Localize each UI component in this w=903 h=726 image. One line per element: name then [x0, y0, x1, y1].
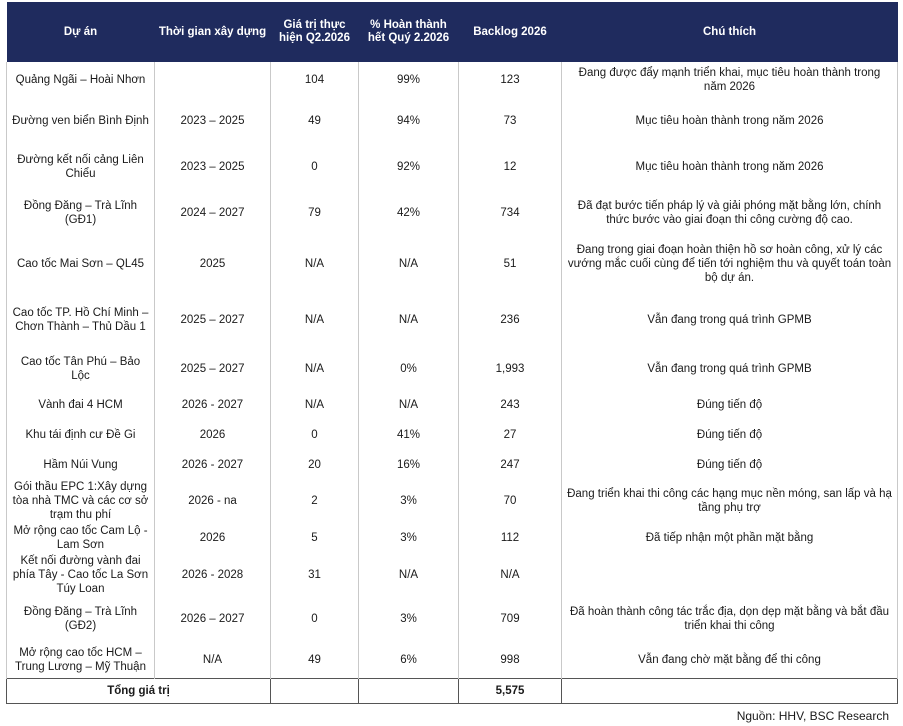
cell-notes: Đang được đẩy mạnh triển khai, mục tiêu hoàn thành trong năm 2026 — [562, 62, 898, 98]
cell-construction-time: 2026 — [155, 420, 271, 450]
table-row — [7, 450, 898, 480]
cell-value-q2: 0 — [271, 420, 359, 450]
cell-completion: N/A — [359, 390, 459, 420]
cell-construction-time: 2023 – 2025 — [155, 144, 271, 190]
cell-construction-time: 2025 – 2027 — [155, 292, 271, 348]
table-row — [7, 554, 898, 596]
cell-completion: 16% — [359, 450, 459, 480]
cell-project-name: Cao tốc Mai Sơn – QL45 — [7, 236, 155, 292]
cell-construction-time: 2025 – 2027 — [155, 348, 271, 390]
cell-value-q2: 104 — [271, 62, 359, 98]
cell-completion: N/A — [359, 292, 459, 348]
cell-construction-time: 2024 – 2027 — [155, 190, 271, 236]
cell-value-q2: N/A — [271, 292, 359, 348]
cell-completion: N/A — [359, 554, 459, 596]
table-row — [7, 62, 898, 98]
table-body — [7, 62, 898, 703]
cell-backlog: 1,993 — [459, 348, 562, 390]
cell-completion: N/A — [359, 236, 459, 292]
cell-value-q2: 31 — [271, 554, 359, 596]
cell-backlog: 27 — [459, 420, 562, 450]
table-row — [7, 236, 898, 292]
cell-project-name: Đường kết nối cảng Liên Chiểu — [7, 144, 155, 190]
cell-value-q2: N/A — [271, 390, 359, 420]
cell-completion: 6% — [359, 642, 459, 678]
cell-notes: Đúng tiến độ — [562, 450, 898, 480]
project-table-container — [6, 2, 897, 704]
cell-backlog: 112 — [459, 522, 562, 554]
cell-completion: 94% — [359, 98, 459, 144]
cell-backlog: 243 — [459, 390, 562, 420]
cell-construction-time: 2026 - 2028 — [155, 554, 271, 596]
cell-notes: Đã tiếp nhận một phần mặt bằng — [562, 522, 898, 554]
cell-completion: 42% — [359, 190, 459, 236]
cell-backlog: 12 — [459, 144, 562, 190]
cell-construction-time: 2023 – 2025 — [155, 98, 271, 144]
cell-project-name: Cao tốc TP. Hồ Chí Minh – Chơn Thành – Thủ Dầu 1 — [7, 292, 155, 348]
cell-value-q2: 0 — [271, 144, 359, 190]
header-completion: % Hoàn thành hết Quý 2.2026 — [359, 2, 459, 62]
cell-backlog: 123 — [459, 62, 562, 98]
table-row — [7, 190, 898, 236]
total-value-q2 — [271, 678, 359, 703]
cell-completion: 3% — [359, 522, 459, 554]
cell-project-name: Đường ven biển Bình Định — [7, 98, 155, 144]
cell-completion: 3% — [359, 480, 459, 522]
cell-construction-time: 2026 — [155, 522, 271, 554]
cell-project-name: Quảng Ngãi – Hoài Nhơn — [7, 62, 155, 98]
cell-notes — [562, 554, 898, 596]
header-backlog: Backlog 2026 — [459, 2, 562, 62]
table-row — [7, 596, 898, 642]
cell-notes: Đúng tiến độ — [562, 420, 898, 450]
cell-value-q2: 5 — [271, 522, 359, 554]
cell-value-q2: N/A — [271, 236, 359, 292]
cell-completion: 3% — [359, 596, 459, 642]
cell-project-name: Đồng Đăng – Trà Lĩnh (GĐ1) — [7, 190, 155, 236]
cell-project-name: Đồng Đăng – Trà Lĩnh (GĐ2) — [7, 596, 155, 642]
table-row — [7, 144, 898, 190]
table-row — [7, 522, 898, 554]
cell-construction-time: 2026 - na — [155, 480, 271, 522]
cell-notes: Vẫn đang chờ mặt bằng để thi công — [562, 642, 898, 678]
total-notes — [562, 678, 898, 703]
total-label: Tổng giá trị — [7, 678, 271, 703]
cell-backlog: 70 — [459, 480, 562, 522]
cell-backlog: 709 — [459, 596, 562, 642]
cell-construction-time: 2026 - 2027 — [155, 390, 271, 420]
cell-completion: 99% — [359, 62, 459, 98]
table-row — [7, 292, 898, 348]
cell-project-name: Kết nối đường vành đai phía Tây - Cao tốc La Sơn Túy Loan — [7, 554, 155, 596]
cell-value-q2: 79 — [271, 190, 359, 236]
cell-notes: Đúng tiến độ — [562, 390, 898, 420]
cell-value-q2: 49 — [271, 98, 359, 144]
cell-backlog: 734 — [459, 190, 562, 236]
cell-completion: 92% — [359, 144, 459, 190]
cell-construction-time — [155, 62, 271, 98]
table-row — [7, 420, 898, 450]
cell-construction-time: 2026 – 2027 — [155, 596, 271, 642]
cell-project-name: Vành đai 4 HCM — [7, 390, 155, 420]
cell-project-name: Mở rộng cao tốc Cam Lộ - Lam Sơn — [7, 522, 155, 554]
total-row — [7, 678, 898, 703]
cell-project-name: Khu tái định cư Đề Gi — [7, 420, 155, 450]
header-notes: Chú thích — [562, 2, 898, 62]
cell-notes: Đang trong giai đoạn hoàn thiện hồ sơ hoàn công, xử lý các vướng mắc cuối cùng để tiến tới nghiệm thu và quyết toán toàn bộ dự án. — [562, 236, 898, 292]
cell-project-name: Mở rộng cao tốc HCM – Trung Lương – Mỹ Thuận — [7, 642, 155, 678]
cell-project-name: Hầm Núi Vung — [7, 450, 155, 480]
cell-notes: Đang triển khai thi công các hạng mục nền móng, san lấp và hạ tầng phụ trợ — [562, 480, 898, 522]
cell-value-q2: 20 — [271, 450, 359, 480]
cell-backlog: 51 — [459, 236, 562, 292]
cell-value-q2: 0 — [271, 596, 359, 642]
table-row — [7, 348, 898, 390]
cell-completion: 41% — [359, 420, 459, 450]
table-header-row — [7, 2, 898, 62]
cell-notes: Đã hoàn thành công tác trắc địa, dọn dẹp mặt bằng và bắt đầu triển khai thi công — [562, 596, 898, 642]
cell-value-q2: N/A — [271, 348, 359, 390]
header-value-q2: Giá trị thực hiện Q2.2026 — [271, 2, 359, 62]
total-completion — [359, 678, 459, 703]
cell-construction-time: 2026 - 2027 — [155, 450, 271, 480]
cell-notes: Mục tiêu hoàn thành trong năm 2026 — [562, 98, 898, 144]
table-row — [7, 98, 898, 144]
cell-completion: 0% — [359, 348, 459, 390]
cell-project-name: Cao tốc Tân Phú – Bảo Lộc — [7, 348, 155, 390]
table-row — [7, 390, 898, 420]
cell-notes: Vẫn đang trong quá trình GPMB — [562, 292, 898, 348]
header-project: Dự án — [7, 2, 155, 62]
project-table — [6, 2, 898, 704]
cell-notes: Đã đạt bước tiến pháp lý và giải phóng mặt bằng lớn, chính thức bước vào giai đoạn thi công cường độ cao. — [562, 190, 898, 236]
cell-backlog: 236 — [459, 292, 562, 348]
cell-value-q2: 2 — [271, 480, 359, 522]
cell-backlog: 73 — [459, 98, 562, 144]
table-row — [7, 642, 898, 678]
cell-project-name: Gói thầu EPC 1:Xây dựng tòa nhà TMC và các cơ sở trạm thu phí — [7, 480, 155, 522]
cell-backlog: 998 — [459, 642, 562, 678]
cell-value-q2: 49 — [271, 642, 359, 678]
total-backlog: 5,575 — [459, 678, 562, 703]
table-row — [7, 480, 898, 522]
cell-construction-time: N/A — [155, 642, 271, 678]
cell-construction-time: 2025 — [155, 236, 271, 292]
source-note: Nguồn: HHV, BSC Research — [736, 709, 889, 723]
header-construction-time: Thời gian xây dựng — [155, 2, 271, 62]
cell-notes: Mục tiêu hoàn thành trong năm 2026 — [562, 144, 898, 190]
cell-backlog: 247 — [459, 450, 562, 480]
cell-notes: Vẫn đang trong quá trình GPMB — [562, 348, 898, 390]
cell-backlog: N/A — [459, 554, 562, 596]
